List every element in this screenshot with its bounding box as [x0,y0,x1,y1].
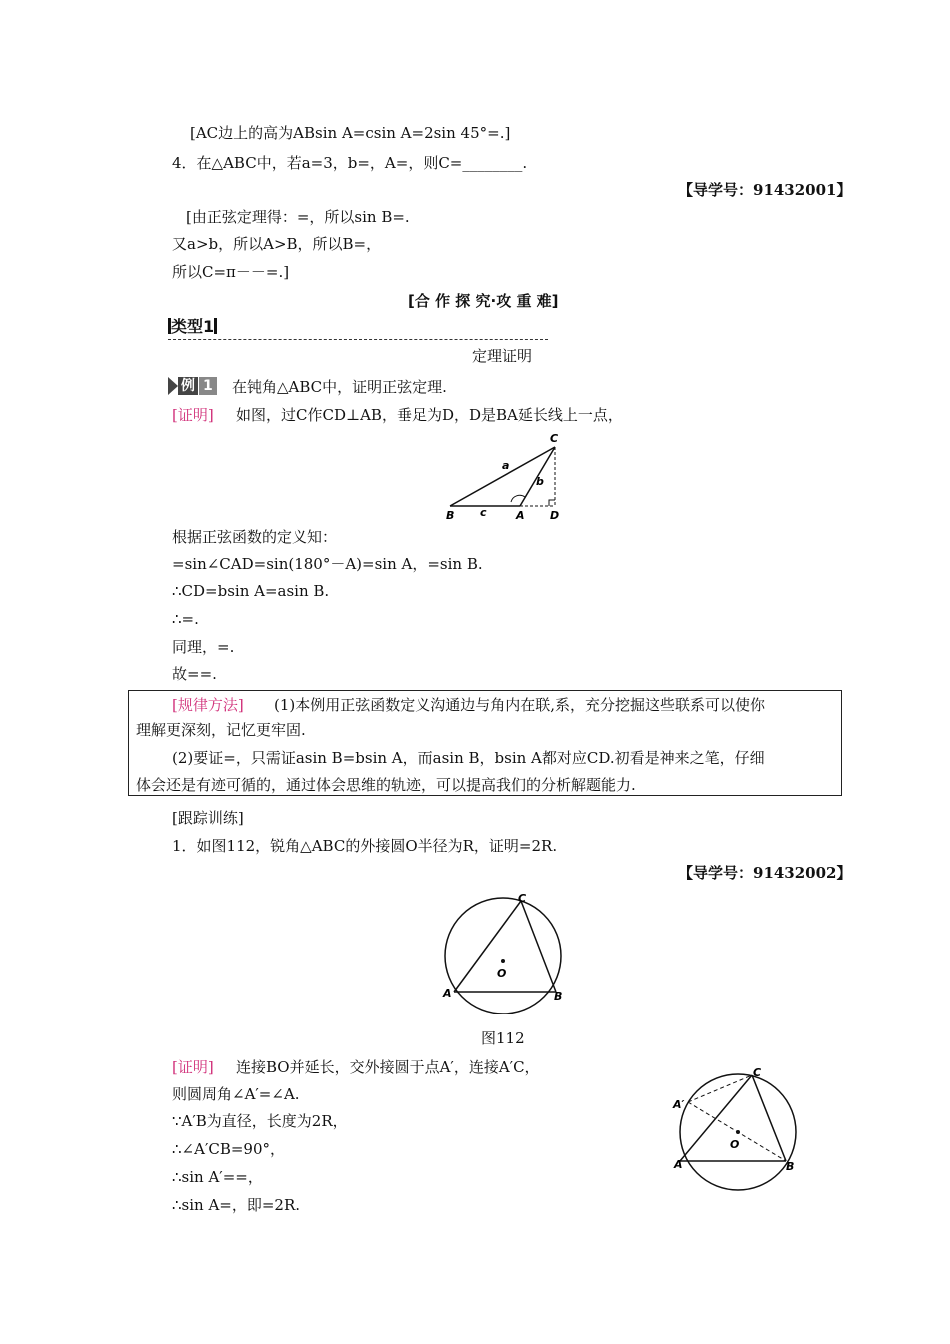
fig2-label-o: O [497,967,507,980]
proof-line-2: 根据正弦函数的定义知： [172,528,338,546]
proof-line-5: ∴=. [172,610,199,628]
fig3-label-c: C [753,1066,762,1079]
proof2-line-2: 则圆周角∠A′=∠A. [172,1085,300,1103]
example-badge: 例 1 [168,377,217,395]
obtuse-triangle-figure [440,430,570,522]
fig2-label-a: A [443,987,452,1000]
proof-line-4: ∴CD=bsin A=asin B. [172,582,330,600]
fig1-label-a: a [502,459,510,472]
type-divider [168,339,548,340]
diameter-circle-figure [668,1062,808,1196]
method-line-4: 体会还是有迹可循的，通过体会思维的轨迹，可以提高我们的分析解题能力. [136,776,636,794]
proof2-line-6: ∴sin A=，即=2R. [172,1196,301,1214]
method-line-1: (1)本例用正弦函数定义沟通边与角内在联,系，充分挖掘这些联系可以使你 [274,696,766,714]
proof-line-6: 同理，=. [172,638,235,656]
method-tag: [规律方法] [172,696,244,714]
type-subtitle: 定理证明 [472,347,533,365]
fig3-label-b: B [786,1160,795,1173]
proof-tag-2: [证明] [172,1058,214,1076]
problem-4: 4．在△ABC中，若a=3，b=，A=，则C=________. [172,154,528,172]
solution-line-2: 又a>b，所以A>B，所以B=， [172,235,382,253]
fig1-label-a-vertex: A [516,509,525,522]
fig2-label-b: B [554,990,563,1003]
proof-line-1: 如图，过C作CD⊥AB，垂足为D，D是BA延长线上一点， [236,406,623,424]
section-title: [合 作 探 究·攻 重 难] [408,292,559,310]
solution-line-1: [由正弦定理得：=，所以sin B=. [186,208,410,226]
guide-number-2: 【导学号：91432002】 [678,864,852,882]
hint-line-1: [AC边上的高为ABsin A=csin A=2sin 45°=.] [190,124,511,142]
proof-line-7: 故==. [172,665,217,683]
fig3-label-a: A [674,1158,683,1171]
fig3-label-a-prime: A′ [673,1098,685,1111]
method-line-2: 理解更深刻，记忆更牢固. [136,721,306,739]
fig2-label-c: C [518,892,527,905]
proof-tag-1: [证明] [172,406,214,424]
proof-line-3: =sin∠CAD=sin(180°－A)=sin A，=sin B. [172,555,483,573]
fig1-label-b-vertex: B [446,509,455,522]
example-statement: 在钝角△ABC中，证明正弦定理. [232,378,447,396]
proof2-line-3: ∵A′B为直径，长度为2R， [172,1112,348,1130]
guide-number-1: 【导学号：91432001】 [678,181,852,199]
figure-caption: 图112 [481,1029,525,1047]
proof2-line-5: ∴sin A′==， [172,1168,263,1186]
proof2-line-1: 连接BO并延长，交外接圆于点A′，连接A′C， [236,1058,540,1076]
practice-problem-1: 1．如图112，锐角△ABC的外接圆O半径为R，证明=2R. [172,837,558,855]
proof2-line-4: ∴∠A′CB=90°， [172,1140,286,1158]
fig3-label-o: O [730,1138,740,1151]
solution-line-3: 所以C=π－－=.] [172,263,290,281]
fig1-label-c: c [480,506,487,519]
fig1-label-b: b [536,475,544,488]
fig1-label-c-vertex: C [550,432,559,445]
type-heading: 类型1 [168,314,217,337]
circumcircle-figure [438,892,578,1014]
fig1-label-d: D [550,509,560,522]
practice-heading: [跟踪训练] [172,809,244,827]
method-line-3: (2)要证=，只需证asin B=bsin A，而asin B，bsin A都对应CD.初看是神来之笔，仔细 [172,749,765,767]
